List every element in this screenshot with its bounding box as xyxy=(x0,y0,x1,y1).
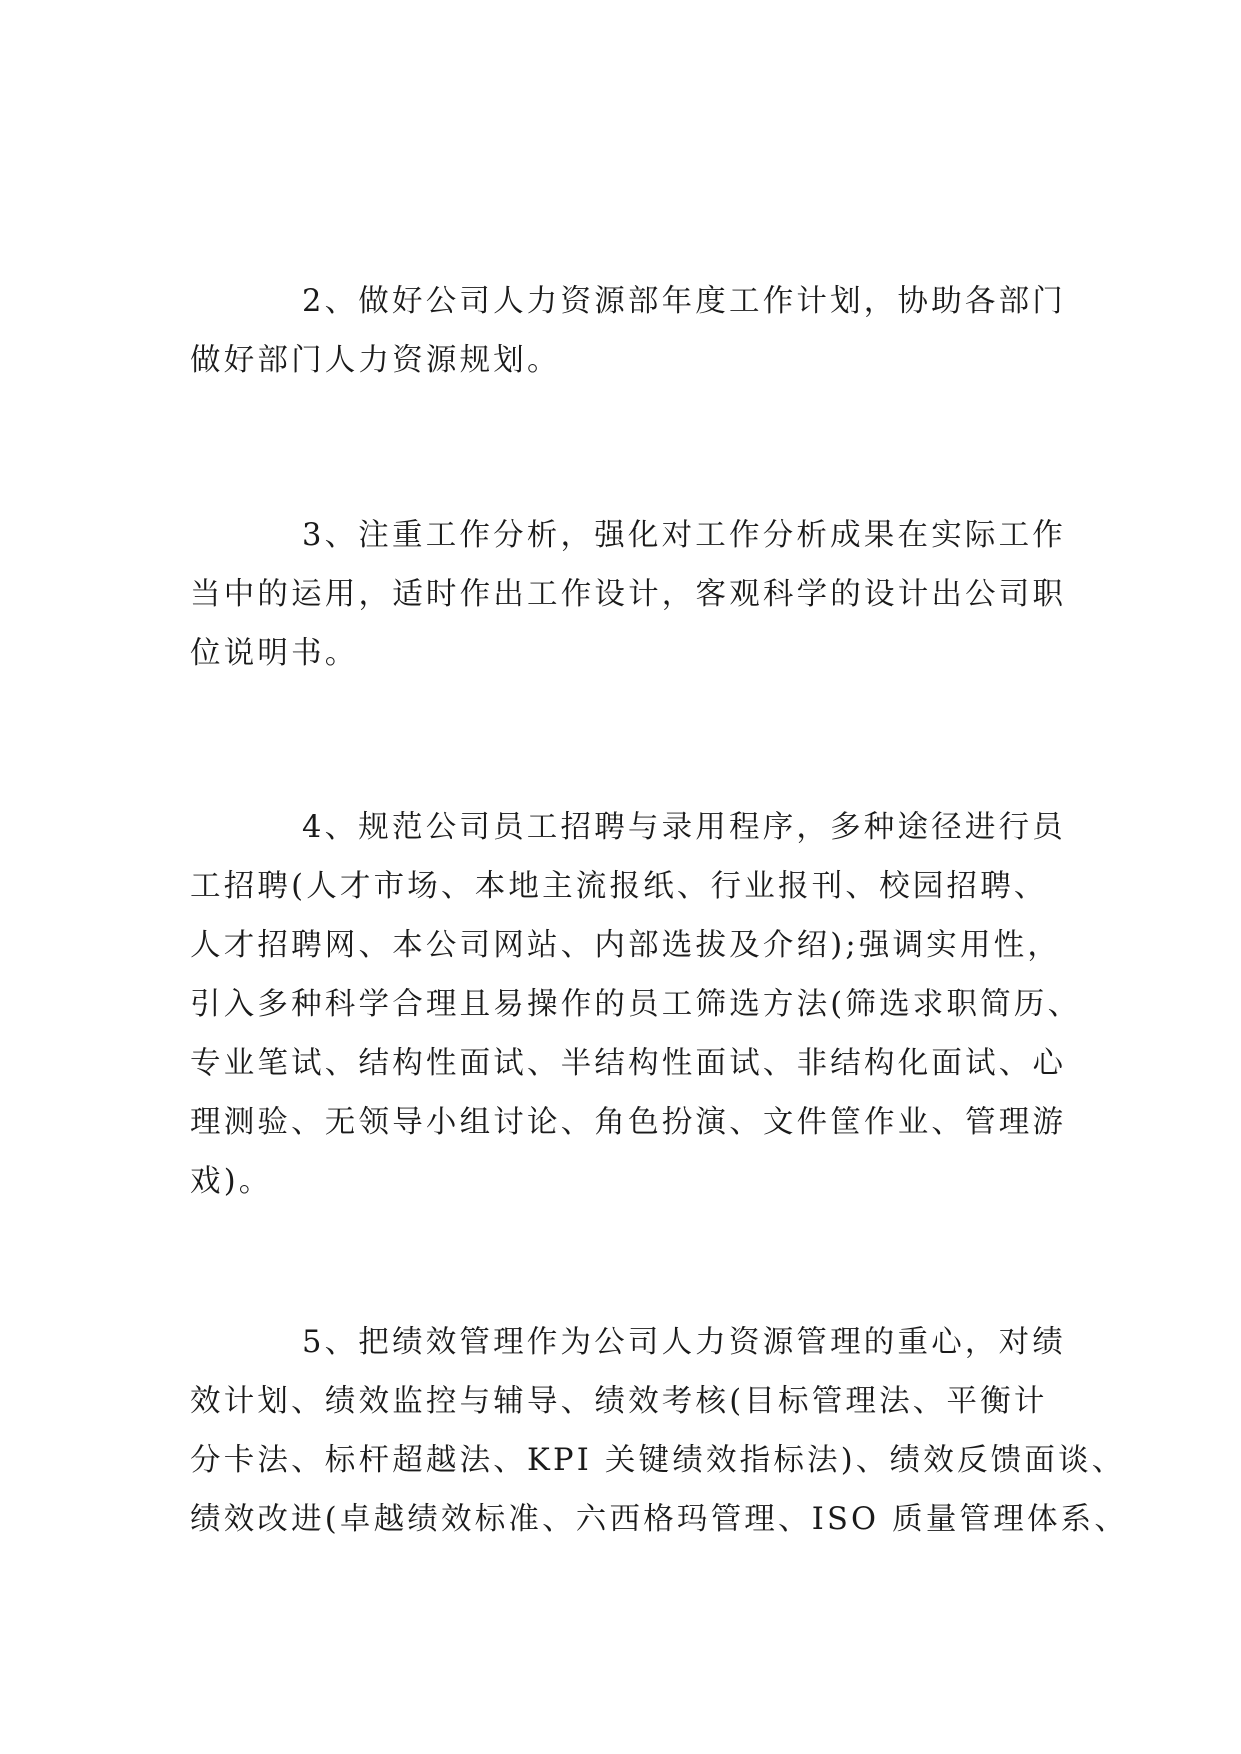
paragraph-line: 戏)。 xyxy=(190,1164,273,1199)
paragraph-line: 做好部门人力资源规划。 xyxy=(190,343,561,378)
paragraph-line: 专业笔试、结构性面试、半结构性面试、非结构化面试、心 xyxy=(190,1046,1067,1081)
paragraph-line: 理测验、无领导小组讨论、角色扮演、文件筐作业、管理游 xyxy=(190,1105,1067,1140)
paragraph-line: 3、注重工作分析，强化对工作分析成果在实际工作 xyxy=(302,518,1067,553)
paragraph-line: 5、把绩效管理作为公司人力资源管理的重心，对绩 xyxy=(302,1325,1067,1360)
paragraph-line: 绩效改进(卓越绩效标准、六西格玛管理、ISO 质量管理体系、 xyxy=(190,1502,1129,1537)
paragraph-line: 工招聘(人才市场、本地主流报纸、行业报刊、校园招聘、 xyxy=(190,869,1048,904)
paragraph-line: 人才招聘网、本公司网站、内部选拔及介绍);强调实用性， xyxy=(190,928,1062,963)
paragraph-3 xyxy=(190,506,1067,683)
paragraph-2 xyxy=(190,272,1067,390)
paragraph-line: 效计划、绩效监控与辅导、绩效考核(目标管理法、平衡计 xyxy=(190,1384,1048,1419)
paragraph-5 xyxy=(190,1313,1129,1549)
paragraph-line: 当中的运用，适时作出工作设计，客观科学的设计出公司职 xyxy=(190,577,1067,612)
paragraph-line: 引入多种科学合理且易操作的员工筛选方法(筛选求职简历、 xyxy=(190,987,1082,1022)
paragraph-line: 位说明书。 xyxy=(190,636,359,671)
paragraph-line: 2、做好公司人力资源部年度工作计划，协助各部门 xyxy=(302,284,1067,319)
paragraph-line: 分卡法、标杆超越法、KPI 关键绩效指标法)、绩效反馈面谈、 xyxy=(190,1443,1126,1478)
paragraph-4 xyxy=(190,798,1082,1211)
paragraph-line: 4、规范公司员工招聘与录用程序，多种途径进行员 xyxy=(302,810,1067,845)
